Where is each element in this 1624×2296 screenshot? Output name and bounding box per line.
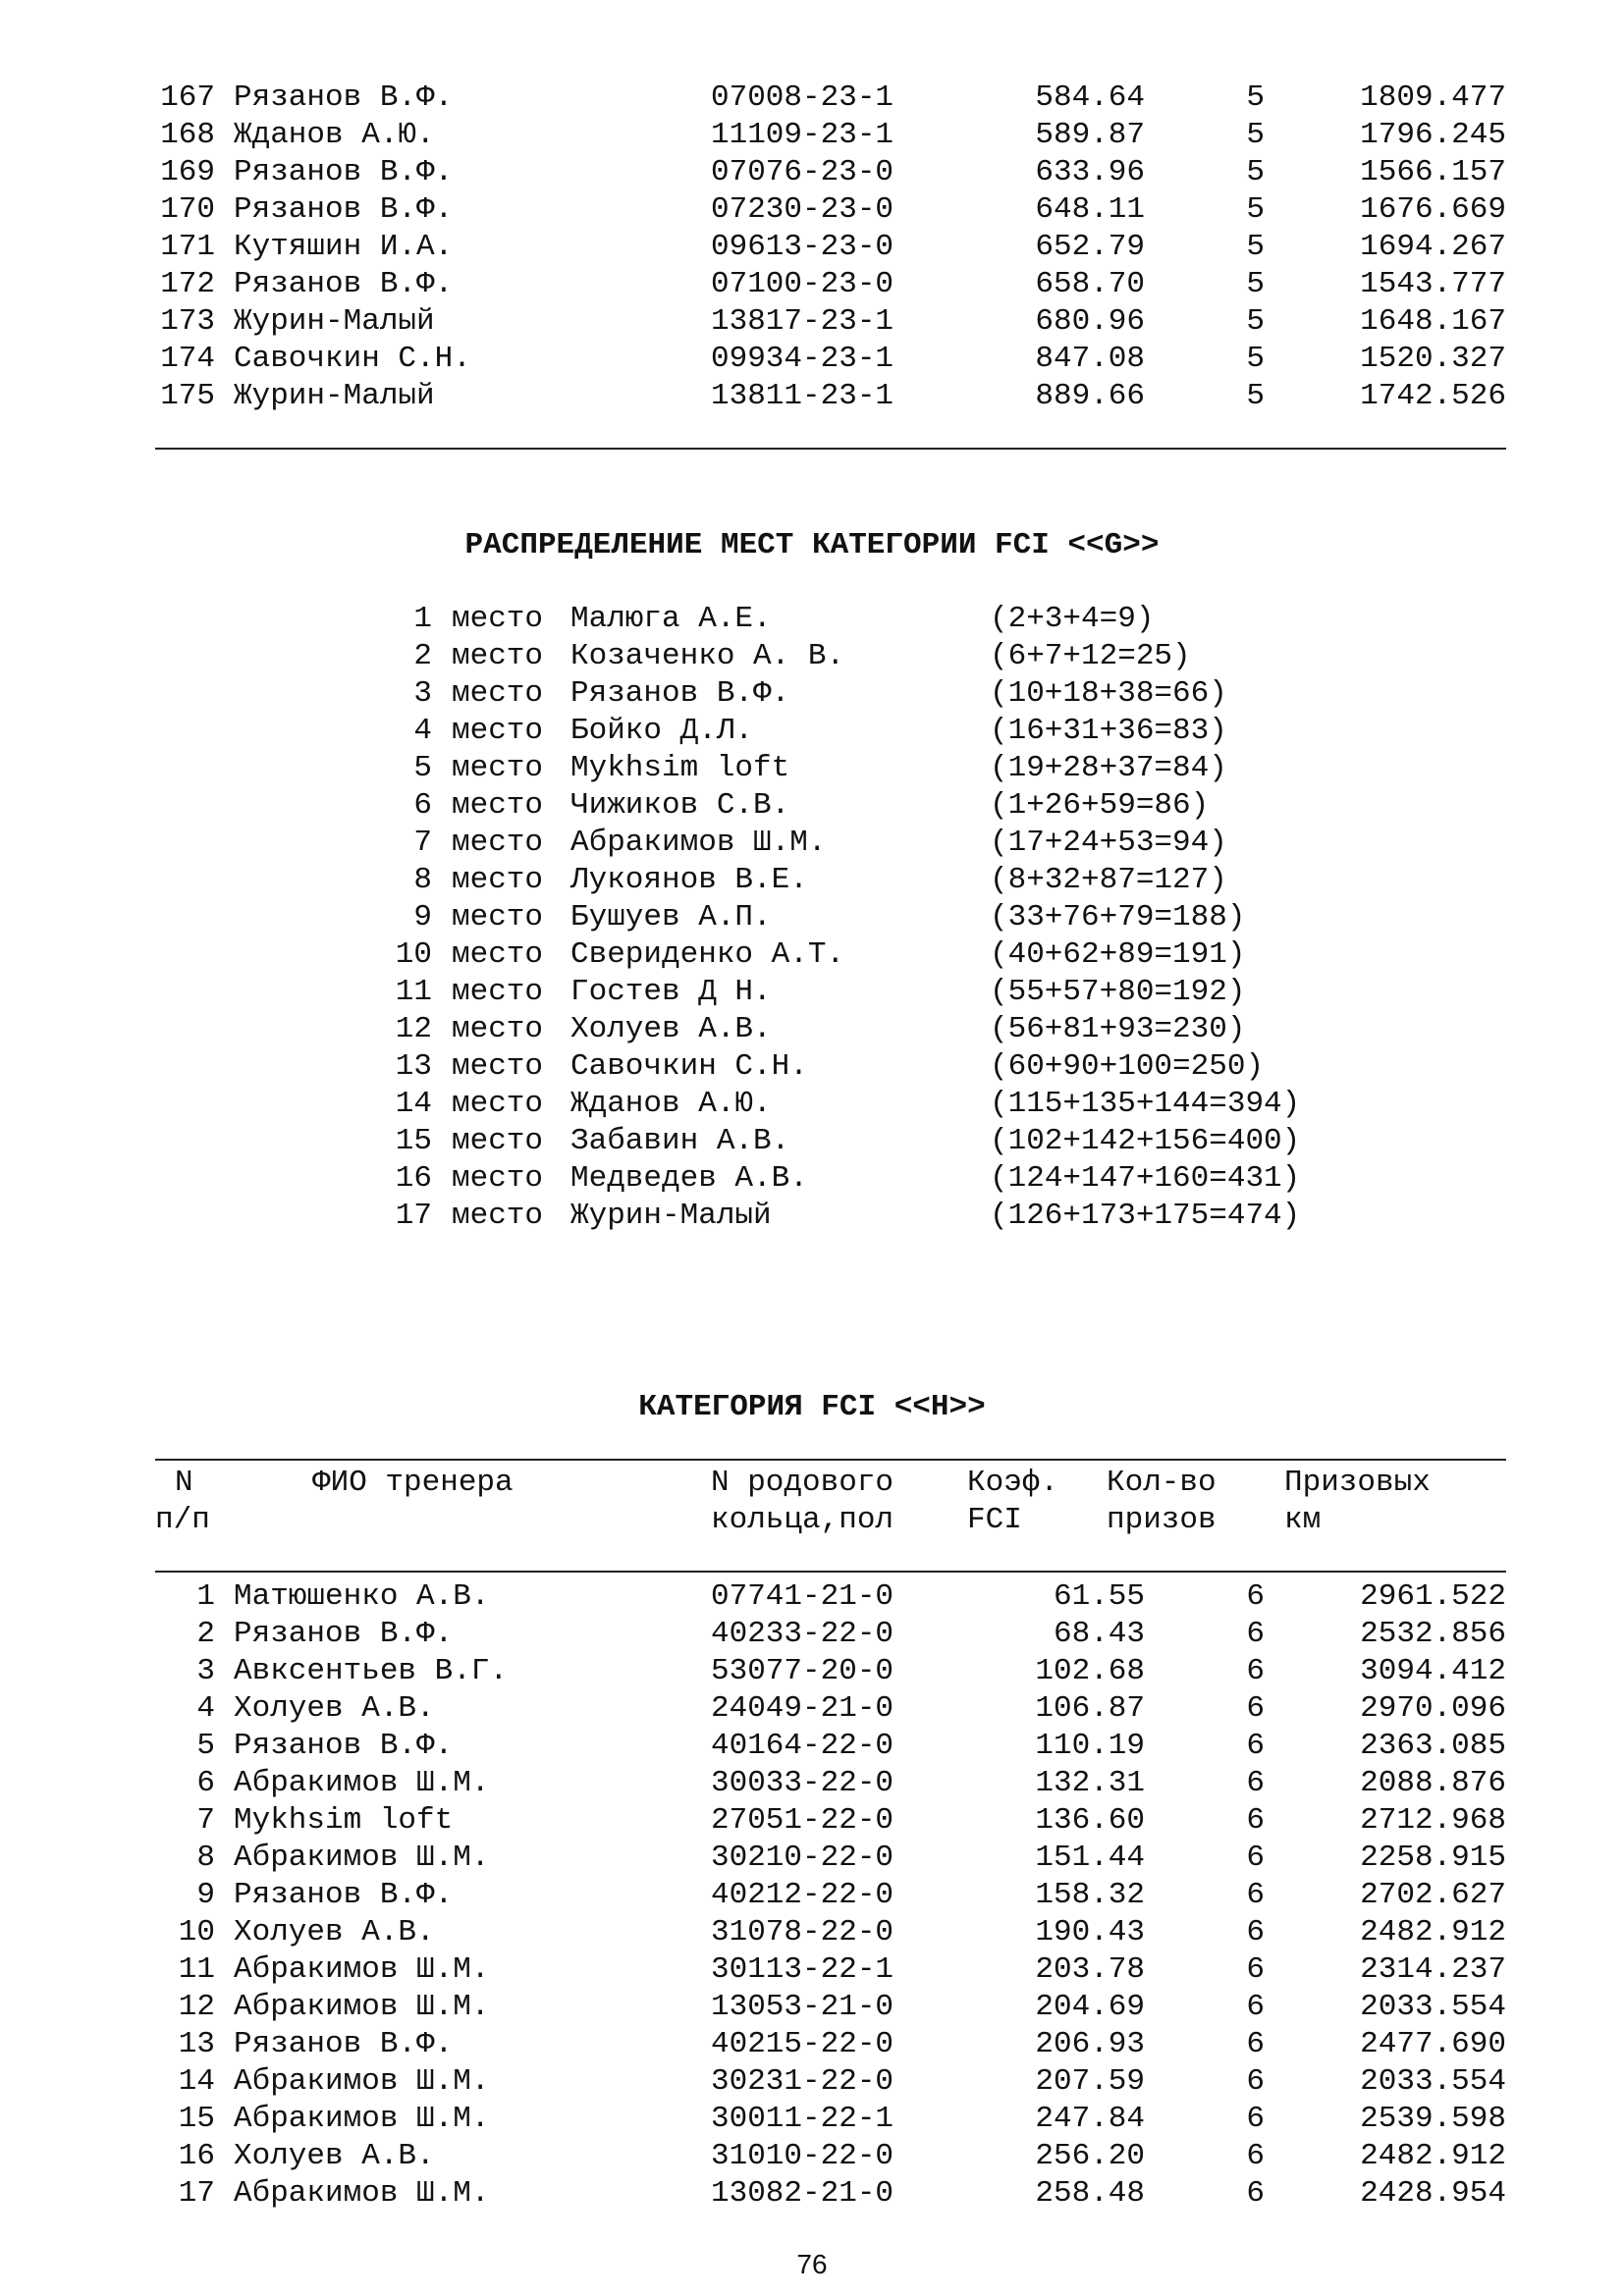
row-number: 15: [178, 2102, 215, 2136]
place-word: место: [452, 1161, 544, 1196]
place-sum: (56+81+93=230): [990, 1012, 1246, 1046]
trainer-name: Савочкин С.Н.: [234, 342, 471, 376]
list-item: [0, 974, 1624, 1011]
trainer-name: Рязанов В.Ф.: [234, 192, 454, 227]
place-word: место: [452, 1199, 544, 1233]
fci-coefficient: 256.20: [1035, 2139, 1145, 2173]
fci-coefficient: 658.70: [1035, 267, 1145, 301]
ring-number: 13817-23-1: [711, 304, 894, 339]
fci-coefficient: 247.84: [1035, 2102, 1145, 2136]
ring-number: 53077-20-0: [711, 1654, 894, 1688]
header-prizes-2: призов: [1107, 1503, 1217, 1537]
trainer-name: Абракимов Ш.М.: [234, 1766, 490, 1800]
header-n-2: п/п: [155, 1503, 210, 1537]
ring-number: 07008-23-1: [711, 80, 894, 115]
trainer-name: Абракимов Ш.М.: [234, 1841, 490, 1875]
trainer-name: Авксентьев В.Г.: [234, 1654, 509, 1688]
place-word: место: [452, 788, 544, 823]
fci-coefficient: 207.59: [1035, 2064, 1145, 2099]
place-sum: (16+31+36=83): [990, 714, 1227, 748]
place-number: 7: [413, 826, 432, 860]
ring-number: 30033-22-0: [711, 1766, 894, 1800]
fci-coefficient: 158.32: [1035, 1878, 1145, 1912]
prize-km: 2314.237: [1360, 1952, 1506, 1987]
trainer-name: Абракимов Ш.М.: [234, 1952, 490, 1987]
table-row: [0, 303, 1624, 341]
ring-number: 40215-22-0: [711, 2027, 894, 2061]
place-word: место: [452, 639, 544, 673]
place-name: Свериденко А.Т.: [570, 937, 845, 972]
fci-coefficient: 61.55: [1053, 1579, 1145, 1614]
ring-number: 07741-21-0: [711, 1579, 894, 1614]
table-row: [0, 2175, 1624, 2213]
row-number: 1: [196, 1579, 215, 1614]
prize-count: 6: [1246, 1803, 1265, 1838]
fci-coefficient: 206.93: [1035, 2027, 1145, 2061]
prize-km: 3094.412: [1360, 1654, 1506, 1688]
prize-count: 6: [1246, 1579, 1265, 1614]
ring-number: 11109-23-1: [711, 118, 894, 152]
header-ring-2: кольца,пол: [711, 1503, 894, 1537]
header-km: Призовых: [1284, 1466, 1431, 1500]
trainer-name: Рязанов В.Ф.: [234, 267, 454, 301]
list-item: [0, 750, 1624, 787]
row-number: 6: [196, 1766, 215, 1800]
trainer-name: Абракимов Ш.М.: [234, 2064, 490, 2099]
table-row: [0, 2063, 1624, 2101]
prize-count: 6: [1246, 2176, 1265, 2211]
row-number: 2: [196, 1617, 215, 1651]
prize-km: 2532.856: [1360, 1617, 1506, 1651]
table-row: [0, 2138, 1624, 2175]
ring-number: 30011-22-1: [711, 2102, 894, 2136]
row-number: 13: [178, 2027, 215, 2061]
list-item: [0, 1048, 1624, 1086]
place-name: Журин-Малый: [570, 1199, 772, 1233]
prize-count: 6: [1246, 1617, 1265, 1651]
fci-coefficient: 102.68: [1035, 1654, 1145, 1688]
place-name: Малюга А.Е.: [570, 602, 772, 636]
place-name: Холуев А.В.: [570, 1012, 772, 1046]
header-ring: N родового: [711, 1466, 894, 1500]
fci-coefficient: 584.64: [1035, 80, 1145, 115]
prize-km: 2477.690: [1360, 2027, 1506, 2061]
fci-coefficient: 652.79: [1035, 230, 1145, 264]
trainer-name: Абракимов Ш.М.: [234, 1990, 490, 2024]
ring-number: 31010-22-0: [711, 2139, 894, 2173]
prize-km: 2702.627: [1360, 1878, 1506, 1912]
prize-km: 1742.526: [1360, 379, 1506, 413]
ring-number: 40164-22-0: [711, 1729, 894, 1763]
ring-number: 40212-22-0: [711, 1878, 894, 1912]
table-row: [0, 229, 1624, 266]
prize-km: 2712.968: [1360, 1803, 1506, 1838]
place-word: место: [452, 714, 544, 748]
place-sum: (115+135+144=394): [990, 1087, 1301, 1121]
fci-coefficient: 258.48: [1035, 2176, 1145, 2211]
distribution-title: РАСПРЕДЕЛЕНИЕ МЕСТ КАТЕГОРИИ FCI <<G>>: [464, 528, 1160, 562]
ring-number: 30231-22-0: [711, 2064, 894, 2099]
prize-count: 6: [1246, 1952, 1265, 1987]
fci-coefficient: 106.87: [1035, 1691, 1145, 1726]
trainer-name: Рязанов В.Ф.: [234, 155, 454, 189]
prize-count: 6: [1246, 1654, 1265, 1688]
place-name: Бойко Д.Л.: [570, 714, 754, 748]
place-name: Савочкин С.Н.: [570, 1049, 808, 1084]
place-word: место: [452, 863, 544, 897]
place-number: 2: [413, 639, 432, 673]
row-number: 171: [160, 230, 215, 264]
ring-number: 30210-22-0: [711, 1841, 894, 1875]
prize-count: 5: [1246, 192, 1265, 227]
table-row: [0, 1951, 1624, 1989]
trainer-name: Рязанов В.Ф.: [234, 80, 454, 115]
prize-km: 2482.912: [1360, 1915, 1506, 1949]
row-number: 168: [160, 118, 215, 152]
prize-count: 5: [1246, 80, 1265, 115]
prize-count: 6: [1246, 2027, 1265, 2061]
place-word: место: [452, 900, 544, 934]
trainer-name: Рязанов В.Ф.: [234, 2027, 454, 2061]
place-sum: (124+147+160=431): [990, 1161, 1301, 1196]
prize-count: 6: [1246, 2139, 1265, 2173]
trainer-name: Абракимов Ш.М.: [234, 2102, 490, 2136]
header-prizes: Кол-во: [1107, 1466, 1217, 1500]
prize-km: 1520.327: [1360, 342, 1506, 376]
fci-coefficient: 680.96: [1035, 304, 1145, 339]
list-item: [0, 638, 1624, 675]
fci-coefficient: 847.08: [1035, 342, 1145, 376]
prize-count: 6: [1246, 1841, 1265, 1875]
row-number: 12: [178, 1990, 215, 2024]
place-number: 8: [413, 863, 432, 897]
table-row: [0, 1728, 1624, 1765]
ring-number: 13082-21-0: [711, 2176, 894, 2211]
trainer-name: Матюшенко А.В.: [234, 1579, 490, 1614]
place-word: место: [452, 751, 544, 785]
table-row: [0, 1765, 1624, 1802]
place-number: 6: [413, 788, 432, 823]
trainer-name: Холуев А.В.: [234, 1915, 435, 1949]
prize-km: 1648.167: [1360, 304, 1506, 339]
place-word: место: [452, 1124, 544, 1158]
place-name: Медведев А.В.: [570, 1161, 808, 1196]
trainer-name: Рязанов В.Ф.: [234, 1878, 454, 1912]
row-number: 7: [196, 1803, 215, 1838]
fci-coefficient: 110.19: [1035, 1729, 1145, 1763]
list-item: [0, 1160, 1624, 1198]
table-row: [0, 378, 1624, 415]
prize-count: 5: [1246, 118, 1265, 152]
place-sum: (1+26+59=86): [990, 788, 1210, 823]
prize-km: 2961.522: [1360, 1579, 1506, 1614]
place-word: место: [452, 1049, 544, 1084]
table-row: [0, 2026, 1624, 2063]
list-item: [0, 675, 1624, 713]
table-row: [0, 1578, 1624, 1616]
category-h-title: КАТЕГОРИЯ FCI <<H>>: [638, 1390, 986, 1424]
row-number: 17: [178, 2176, 215, 2211]
table-row: [0, 1653, 1624, 1690]
table-row: [0, 154, 1624, 191]
prize-count: 6: [1246, 1915, 1265, 1949]
place-word: место: [452, 1012, 544, 1046]
row-number: 4: [196, 1691, 215, 1726]
place-sum: (8+32+87=127): [990, 863, 1227, 897]
trainer-name: Рязанов В.Ф.: [234, 1617, 454, 1651]
fci-coefficient: 190.43: [1035, 1915, 1145, 1949]
place-name: Чижиков С.В.: [570, 788, 790, 823]
prize-km: 2970.096: [1360, 1691, 1506, 1726]
fci-coefficient: 203.78: [1035, 1952, 1145, 1987]
ring-number: 31078-22-0: [711, 1915, 894, 1949]
place-word: место: [452, 676, 544, 711]
place-name: Гостев Д Н.: [570, 975, 772, 1009]
trainer-name: Холуев А.В.: [234, 1691, 435, 1726]
place-number: 12: [395, 1012, 432, 1046]
prize-count: 6: [1246, 2102, 1265, 2136]
table-row: [0, 1802, 1624, 1840]
fci-coefficient: 136.60: [1035, 1803, 1145, 1838]
ring-number: 30113-22-1: [711, 1952, 894, 1987]
row-number: 14: [178, 2064, 215, 2099]
place-number: 14: [395, 1087, 432, 1121]
prize-count: 5: [1246, 155, 1265, 189]
place-name: Mykhsim loft: [570, 751, 790, 785]
prize-count: 5: [1246, 267, 1265, 301]
table-row: [0, 266, 1624, 303]
list-item: [0, 825, 1624, 862]
row-number: 169: [160, 155, 215, 189]
list-item: [0, 713, 1624, 750]
prize-km: 2033.554: [1360, 2064, 1506, 2099]
list-item: [0, 787, 1624, 825]
place-sum: (40+62+89=191): [990, 937, 1246, 972]
place-number: 1: [413, 602, 432, 636]
row-number: 11: [178, 1952, 215, 1987]
table-row: [0, 117, 1624, 154]
place-word: место: [452, 826, 544, 860]
row-number: 10: [178, 1915, 215, 1949]
row-number: 172: [160, 267, 215, 301]
header-name: ФИО тренера: [312, 1466, 514, 1500]
list-item: [0, 899, 1624, 936]
place-name: Бушуев А.П.: [570, 900, 772, 934]
trainer-name: Жданов А.Ю.: [234, 118, 435, 152]
trainer-name: Журин-Малый: [234, 304, 435, 339]
prize-km: 1566.157: [1360, 155, 1506, 189]
place-name: Козаченко А. В.: [570, 639, 845, 673]
prize-km: 1543.777: [1360, 267, 1506, 301]
list-item: [0, 862, 1624, 899]
prize-count: 6: [1246, 1990, 1265, 2024]
header-n: N: [175, 1466, 193, 1500]
place-name: Рязанов В.Ф.: [570, 676, 790, 711]
prize-km: 2482.912: [1360, 2139, 1506, 2173]
fci-coefficient: 633.96: [1035, 155, 1145, 189]
prize-count: 5: [1246, 304, 1265, 339]
fci-coefficient: 648.11: [1035, 192, 1145, 227]
ring-number: 13053-21-0: [711, 1990, 894, 2024]
trainer-name: Журин-Малый: [234, 379, 435, 413]
prize-km: 2539.598: [1360, 2102, 1506, 2136]
fci-coefficient: 68.43: [1053, 1617, 1145, 1651]
fci-coefficient: 204.69: [1035, 1990, 1145, 2024]
prize-count: 6: [1246, 1691, 1265, 1726]
prize-count: 5: [1246, 230, 1265, 264]
place-word: место: [452, 602, 544, 636]
trainer-name: Холуев А.В.: [234, 2139, 435, 2173]
place-sum: (17+24+53=94): [990, 826, 1227, 860]
trainer-name: Mykhsim loft: [234, 1803, 454, 1838]
ring-number: 27051-22-0: [711, 1803, 894, 1838]
fci-coefficient: 589.87: [1035, 118, 1145, 152]
place-name: Жданов А.Ю.: [570, 1087, 772, 1121]
header-km-2: км: [1284, 1503, 1322, 1537]
prize-km: 2428.954: [1360, 2176, 1506, 2211]
ring-number: 09613-23-0: [711, 230, 894, 264]
prize-km: 2363.085: [1360, 1729, 1506, 1763]
table-row: [0, 341, 1624, 378]
place-sum: (6+7+12=25): [990, 639, 1191, 673]
table-row: [0, 1690, 1624, 1728]
ring-number: 07230-23-0: [711, 192, 894, 227]
list-item: [0, 1123, 1624, 1160]
prize-km: 1694.267: [1360, 230, 1506, 264]
list-item: [0, 1086, 1624, 1123]
row-number: 3: [196, 1654, 215, 1688]
trainer-name: Абракимов Ш.М.: [234, 2176, 490, 2211]
place-name: Абракимов Ш.М.: [570, 826, 827, 860]
prize-count: 5: [1246, 379, 1265, 413]
table-row: [0, 1989, 1624, 2026]
place-sum: (2+3+4=9): [990, 602, 1155, 636]
table-bottom-rule: [155, 448, 1506, 450]
fci-coefficient: 889.66: [1035, 379, 1145, 413]
place-name: Забавин А.В.: [570, 1124, 790, 1158]
prize-km: 2088.876: [1360, 1766, 1506, 1800]
row-number: 175: [160, 379, 215, 413]
prize-count: 6: [1246, 1878, 1265, 1912]
place-sum: (60+90+100=250): [990, 1049, 1265, 1084]
place-number: 10: [395, 937, 432, 972]
place-word: место: [452, 975, 544, 1009]
ring-number: 13811-23-1: [711, 379, 894, 413]
trainer-name: Кутяшин И.А.: [234, 230, 454, 264]
prize-km: 1796.245: [1360, 118, 1506, 152]
place-number: 5: [413, 751, 432, 785]
table-row: [0, 1877, 1624, 1914]
row-number: 167: [160, 80, 215, 115]
row-number: 9: [196, 1878, 215, 1912]
row-number: 173: [160, 304, 215, 339]
place-number: 15: [395, 1124, 432, 1158]
place-number: 4: [413, 714, 432, 748]
table-row: [0, 1914, 1624, 1951]
trainer-name: Рязанов В.Ф.: [234, 1729, 454, 1763]
header-top-rule: [155, 1459, 1506, 1461]
table-row: [0, 1616, 1624, 1653]
prize-km: 2033.554: [1360, 1990, 1506, 2024]
place-sum: (102+142+156=400): [990, 1124, 1301, 1158]
place-number: 3: [413, 676, 432, 711]
place-word: место: [452, 937, 544, 972]
place-number: 9: [413, 900, 432, 934]
place-sum: (126+173+175=474): [990, 1199, 1301, 1233]
place-sum: (10+18+38=66): [990, 676, 1227, 711]
row-number: 16: [178, 2139, 215, 2173]
fci-coefficient: 151.44: [1035, 1841, 1145, 1875]
table-row: [0, 191, 1624, 229]
header-coef: Коэф.: [967, 1466, 1059, 1500]
prize-km: 2258.915: [1360, 1841, 1506, 1875]
place-sum: (33+76+79=188): [990, 900, 1246, 934]
place-word: место: [452, 1087, 544, 1121]
place-sum: (55+57+80=192): [990, 975, 1246, 1009]
header-bottom-rule: [155, 1571, 1506, 1573]
list-item: [0, 601, 1624, 638]
ring-number: 40233-22-0: [711, 1617, 894, 1651]
prize-km: 1676.669: [1360, 192, 1506, 227]
list-item: [0, 936, 1624, 974]
page-number: 76: [796, 2249, 828, 2279]
row-number: 174: [160, 342, 215, 376]
prize-count: 5: [1246, 342, 1265, 376]
prize-count: 6: [1246, 1729, 1265, 1763]
place-number: 17: [395, 1199, 432, 1233]
place-number: 11: [395, 975, 432, 1009]
prize-km: 1809.477: [1360, 80, 1506, 115]
row-number: 8: [196, 1841, 215, 1875]
place-number: 16: [395, 1161, 432, 1196]
prize-count: 6: [1246, 2064, 1265, 2099]
table-row: [0, 2101, 1624, 2138]
ring-number: 07100-23-0: [711, 267, 894, 301]
ring-number: 07076-23-0: [711, 155, 894, 189]
prize-count: 6: [1246, 1766, 1265, 1800]
list-item: [0, 1011, 1624, 1048]
place-number: 13: [395, 1049, 432, 1084]
place-sum: (19+28+37=84): [990, 751, 1227, 785]
header-coef-2: FCI: [967, 1503, 1022, 1537]
place-name: Лукоянов В.Е.: [570, 863, 808, 897]
row-number: 170: [160, 192, 215, 227]
table-row: [0, 1840, 1624, 1877]
list-item: [0, 1198, 1624, 1235]
row-number: 5: [196, 1729, 215, 1763]
ring-number: 24049-21-0: [711, 1691, 894, 1726]
fci-coefficient: 132.31: [1035, 1766, 1145, 1800]
ring-number: 09934-23-1: [711, 342, 894, 376]
table-row: [0, 80, 1624, 117]
